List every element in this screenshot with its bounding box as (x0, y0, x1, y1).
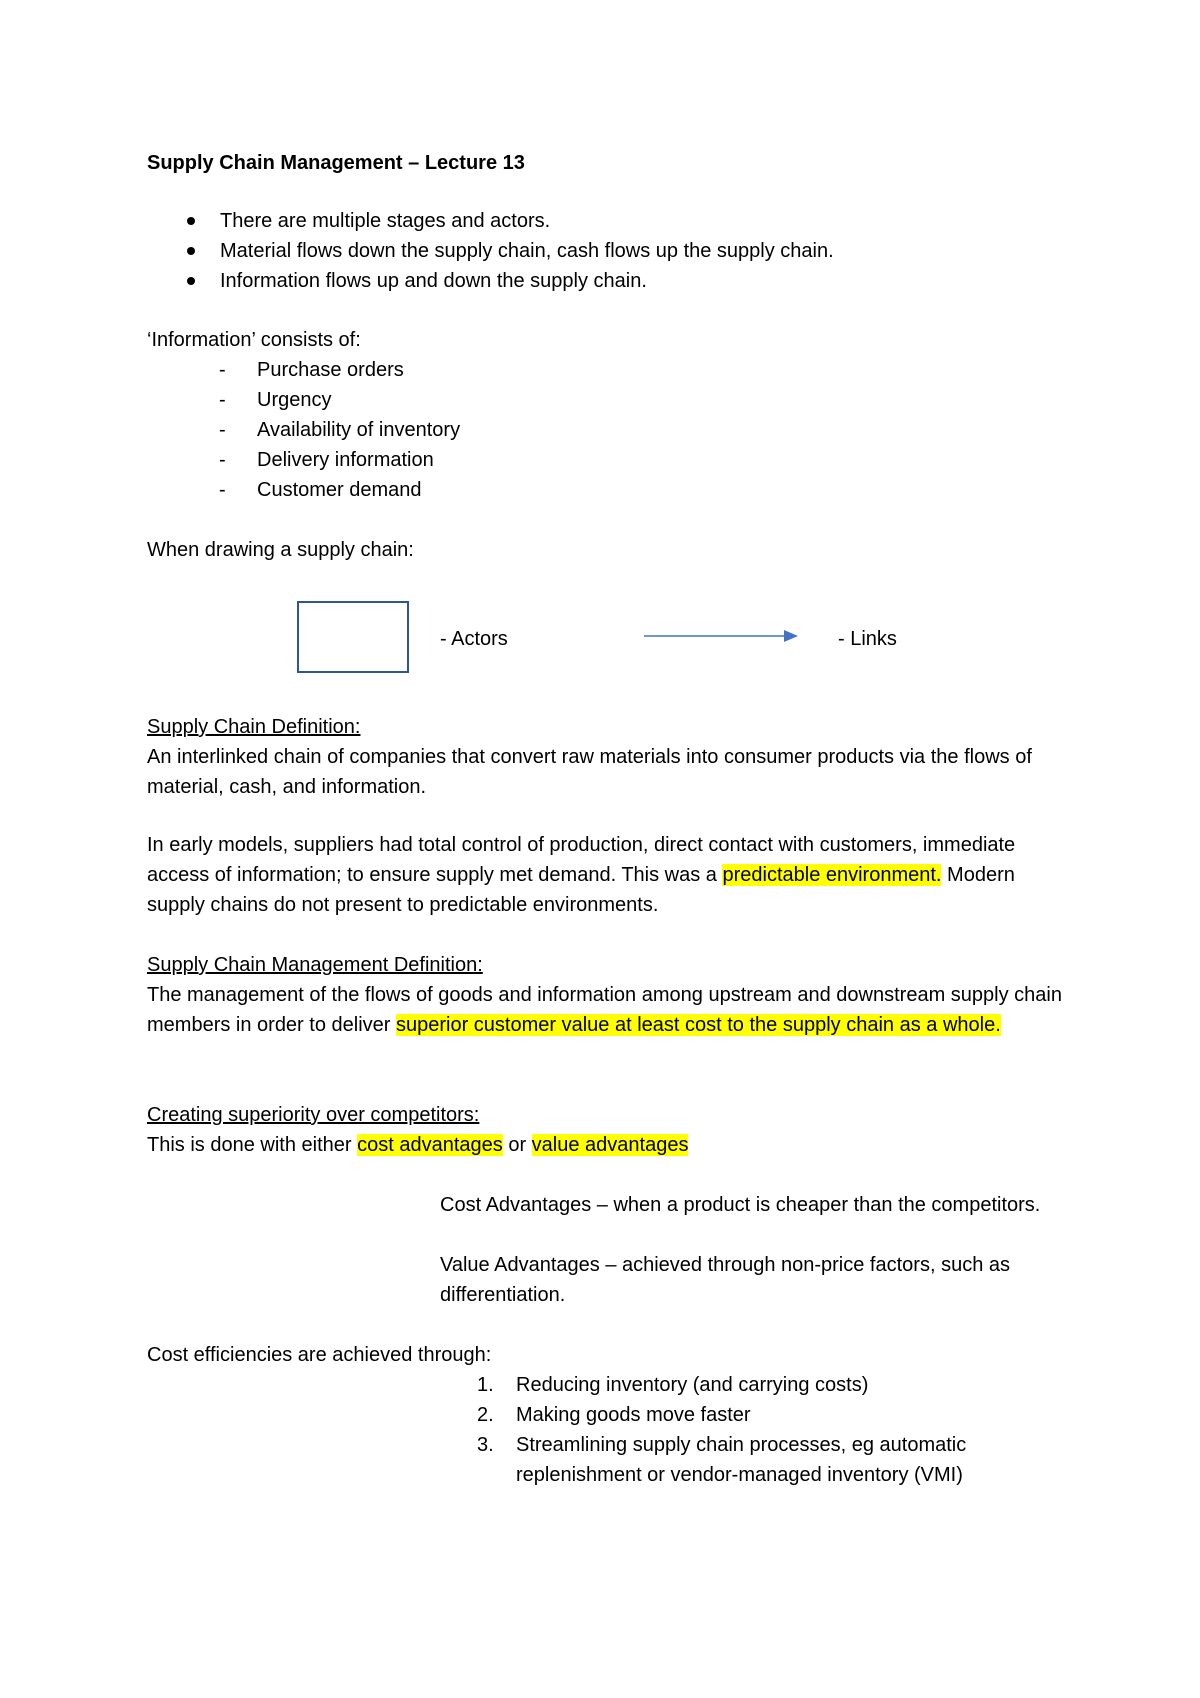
actors-label: - Actors (440, 628, 508, 650)
highlight-superior-value: superior customer value at least cost to the supply chain as a whole. (395, 1014, 1001, 1036)
superiority-text: This is done with either (147, 1134, 358, 1156)
list-item (477, 1400, 1047, 1430)
superiority-heading: Creating superiority over competitors: (147, 1104, 480, 1126)
list-item: - Delivery information (147, 445, 1077, 475)
value-advantages-text: Value Advantages – achieved through non-price factors, such as differentiation. (440, 1254, 1010, 1306)
early-models-text-2: Modern supply chains do not present to predictable environments. (147, 864, 1015, 916)
list-item-text: Reducing inventory (and carrying costs) (516, 1374, 869, 1396)
page-title: Supply Chain Management – Lecture 13 (147, 152, 525, 174)
scm-definition-paragraph (147, 980, 1077, 1040)
list-item: - Urgency (147, 385, 1077, 415)
sc-definition-heading: Supply Chain Definition: (147, 716, 361, 738)
sc-definition-text: An interlinked chain of companies that convert raw materials into consumer products via the flows of material, cash, and information. (147, 746, 1032, 798)
cost-advantages-text: Cost Advantages – when a product is cheaper than the competitors. (440, 1194, 1041, 1216)
list-item: Information flows up and down the supply chain. (147, 266, 1077, 296)
highlight-cost-advantages: cost advantages (357, 1134, 503, 1156)
drawing-intro: When drawing a supply chain: (147, 539, 414, 561)
superiority-text-2: or (502, 1134, 532, 1156)
list-item (477, 1370, 1047, 1400)
list-item: - Availability of inventory (147, 415, 1077, 445)
list-item-text: Making goods move faster (516, 1404, 751, 1426)
list-item (477, 1430, 1047, 1490)
actor-box-icon (298, 602, 408, 672)
scm-definition-heading: Supply Chain Management Definition: (147, 954, 483, 976)
scm-definition-text: The management of the flows of goods and information among upstream and downstream supply chain members in order to deliver (147, 984, 1062, 1036)
early-models-text: In early models, suppliers had total control of production, direct contact with customers, immediate access of information; to ensure supply met demand. This was a (147, 834, 1016, 886)
efficiencies-intro: Cost efficiencies are achieved through: (147, 1344, 492, 1366)
list-item: - Purchase orders (147, 355, 1077, 385)
list-number: 1. (477, 1374, 494, 1396)
list-number: 2. (477, 1404, 494, 1426)
highlight-predictable-environment: predictable environment. (722, 864, 942, 886)
list-item-text: Streamlining supply chain processes, eg automatic replenishment or vendor-managed inventory (VMI) (516, 1434, 967, 1486)
superiority-paragraph (147, 1130, 1077, 1160)
information-intro: ‘Information’ consists of: (147, 329, 361, 351)
links-label: - Links (838, 628, 897, 650)
list-item: - Customer demand (147, 475, 1077, 505)
early-models-paragraph (147, 830, 1077, 920)
list-number: 3. (477, 1434, 494, 1456)
list-item: Material flows down the supply chain, cash flows up the supply chain. (147, 236, 1077, 266)
list-item: There are multiple stages and actors. (147, 206, 1077, 236)
bullet-list (147, 206, 1077, 296)
link-arrow-icon (784, 630, 798, 642)
information-list (147, 355, 1077, 505)
efficiencies-list (477, 1370, 1047, 1490)
highlight-value-advantages: value advantages (531, 1134, 689, 1156)
